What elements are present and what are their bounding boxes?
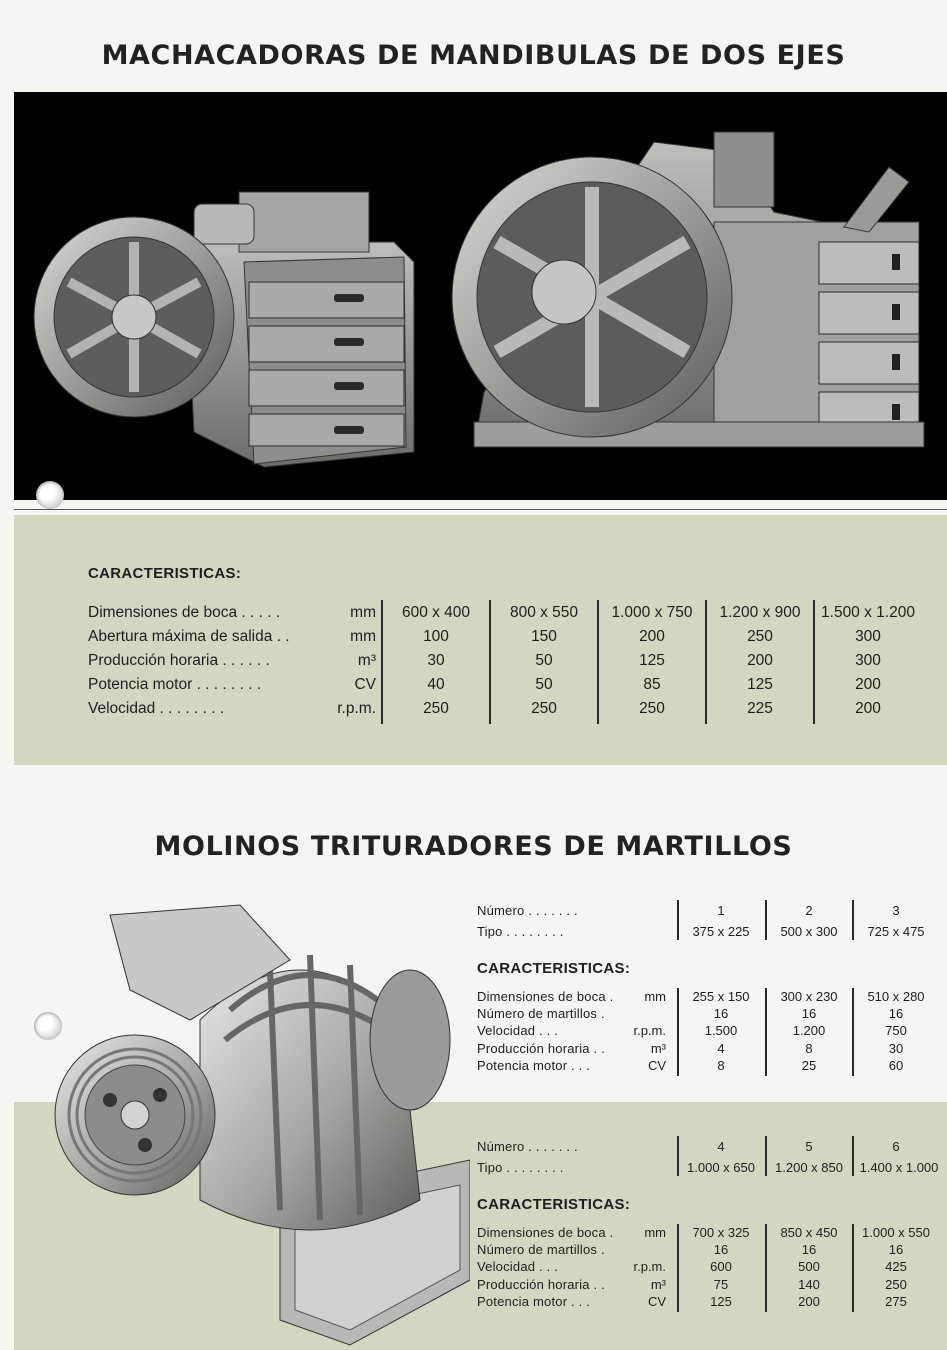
hammer-row-label: Potencia motor . . .: [477, 1294, 591, 1309]
numero-cell: 1: [717, 903, 725, 918]
hammer-row-unit: m³: [650, 1041, 666, 1056]
jaw-cell: 85: [643, 676, 661, 693]
jaw-row-unit: CV: [354, 676, 376, 693]
numero-label: Número . . . . . . .: [477, 1139, 578, 1154]
jaw-cell: 1.500 x 1.200: [821, 604, 915, 621]
jaw-cell: 600 x 400: [401, 604, 471, 621]
numero-cell: 6: [892, 1139, 900, 1154]
hammer-mill-illustration: [50, 900, 470, 1350]
hammer-cell: 8: [805, 1041, 813, 1056]
jaw-row-unit: mm: [350, 628, 376, 645]
hammer-row-label: Potencia motor . . .: [477, 1058, 591, 1073]
tipo-cell: 1.200 x 850: [775, 1160, 843, 1175]
jaw-row-label: Dimensiones de boca . . . . .: [88, 604, 281, 621]
jaw-cell: 300: [855, 628, 881, 645]
hammer-cell: 60: [888, 1058, 904, 1073]
hammer-cell: 850 x 450: [780, 1225, 838, 1240]
hammer-table-heading: CARACTERISTICAS:: [477, 960, 631, 977]
jaw-row-label: Abertura máxima de salida . .: [88, 628, 290, 645]
hammer-row-label: Producción horaria . .: [477, 1277, 605, 1292]
hammer-row-unit: mm: [644, 989, 666, 1004]
jaw-cell: 30: [427, 652, 445, 669]
jaw-table-heading: CARACTERISTICAS:: [88, 565, 242, 582]
hammer-cell: 16: [888, 1242, 904, 1257]
numero-cell: 3: [892, 903, 900, 918]
jaw-row-unit: r.p.m.: [337, 700, 376, 717]
hammer-cell: 425: [885, 1259, 907, 1274]
hammer-row-unit: CV: [647, 1294, 666, 1309]
hammer-row-unit: r.p.m.: [633, 1259, 666, 1274]
jaw-cell: 250: [423, 700, 449, 717]
tipo-cell: 725 x 475: [867, 924, 925, 939]
jaw-cell: 125: [639, 652, 665, 669]
small-jaw-crusher: [34, 192, 414, 467]
jaw-cell: 200: [855, 700, 881, 717]
hammer-row-unit: CV: [647, 1058, 666, 1073]
hammer-cell: 16: [888, 1006, 904, 1021]
jaw-cell: 100: [423, 628, 449, 645]
tipo-label: Tipo . . . . . . . .: [477, 1160, 564, 1175]
jaw-cell: 300: [855, 652, 881, 669]
hammer-cell: 30: [888, 1041, 904, 1056]
jaw-crushers-photo: [14, 92, 947, 500]
jaw-cell: 200: [855, 676, 881, 693]
hammer-row-label: Dimensiones de boca .: [477, 1225, 614, 1240]
jaw-cell: 40: [427, 676, 445, 693]
numero-cell: 5: [805, 1139, 813, 1154]
hammer-row-label: Velocidad . . .: [477, 1023, 559, 1038]
hammer-row-label: Número de martillos .: [477, 1006, 605, 1021]
numero-label: Número . . . . . . .: [477, 903, 578, 918]
hammer-cell: 1.500: [704, 1023, 738, 1038]
hammer-cell: 75: [713, 1277, 729, 1292]
hammer-row-unit: mm: [644, 1225, 666, 1240]
hammer-row-label: Producción horaria . .: [477, 1041, 605, 1056]
jaw-cell: 1.000 x 750: [611, 604, 693, 621]
hammer-cell: 8: [717, 1058, 725, 1073]
divider-line: [14, 509, 947, 510]
hammer-table-heading: CARACTERISTICAS:: [477, 1196, 631, 1213]
hammer-cell: 500: [798, 1259, 820, 1274]
jaw-cell: 250: [639, 700, 665, 717]
jaw-cell: 150: [531, 628, 557, 645]
hammer-row-unit: [596, 1005, 666, 1022]
jaw-row-label: Potencia motor . . . . . . . .: [88, 676, 262, 693]
hammer-cell: 600: [710, 1259, 732, 1274]
jaw-crushers-illustration: [14, 92, 947, 500]
hammer-cell: 250: [885, 1277, 907, 1292]
page-title-jaw-crushers: MACHACADORAS DE MANDIBULAS DE DOS EJES: [101, 40, 846, 71]
jaw-row-label: Velocidad . . . . . . . .: [88, 700, 225, 717]
hammer-cell: 275: [885, 1294, 907, 1309]
hammer-cell: 25: [801, 1058, 817, 1073]
hammer-cell: 16: [713, 1006, 729, 1021]
jaw-cell: 125: [747, 676, 773, 693]
hammer-cell: 125: [710, 1294, 732, 1309]
large-jaw-crusher: [452, 132, 924, 447]
jaw-cell: 800 x 550: [509, 604, 579, 621]
hammer-cell: 16: [713, 1242, 729, 1257]
jaw-cell: 200: [747, 652, 773, 669]
jaw-cell: 250: [747, 628, 773, 645]
hammer-cell: 4: [717, 1041, 725, 1056]
jaw-row-unit: mm: [350, 604, 376, 621]
hammer-cell: 255 x 150: [692, 989, 750, 1004]
hammer-cell: 300 x 230: [780, 989, 838, 1004]
hammer-cell: 140: [798, 1277, 820, 1292]
hammer-row-label: Dimensiones de boca .: [477, 989, 614, 1004]
hammer-row-unit: [596, 1241, 666, 1258]
hammer-cell: 1.200: [792, 1023, 826, 1038]
hammer-row-label: Velocidad . . .: [477, 1259, 559, 1274]
binder-hole: [36, 481, 64, 509]
tipo-cell: 1.400 x 1.000: [859, 1160, 939, 1175]
hammer-cell: 700 x 325: [692, 1225, 750, 1240]
hammer-cell: 1.000 x 550: [862, 1225, 930, 1240]
jaw-row-unit: m³: [357, 652, 376, 669]
numero-cell: 4: [717, 1139, 725, 1154]
jaw-cell: 1.200 x 900: [719, 604, 801, 621]
numero-cell: 2: [805, 903, 813, 918]
page-title-hammer-mills: MOLINOS TRITURADORES DE MARTILLOS: [154, 831, 793, 862]
hammer-cell: 750: [885, 1023, 907, 1038]
hammer-cell: 200: [798, 1294, 820, 1309]
jaw-cell: 50: [535, 652, 553, 669]
hammer-row-unit: m³: [650, 1277, 666, 1292]
tipo-label: Tipo . . . . . . . .: [477, 924, 564, 939]
jaw-cell: 225: [747, 700, 773, 717]
tipo-cell: 1.000 x 650: [687, 1160, 755, 1175]
hammer-row-unit: r.p.m.: [633, 1023, 666, 1038]
jaw-row-label: Producción horaria . . . . . .: [88, 652, 270, 669]
hammer-cell: 510 x 280: [867, 989, 925, 1004]
jaw-cell: 50: [535, 676, 553, 693]
tipo-cell: 375 x 225: [692, 924, 750, 939]
hammer-row-label: Número de martillos .: [477, 1242, 605, 1257]
jaw-cell: 200: [639, 628, 665, 645]
hammer-cell: 16: [801, 1006, 817, 1021]
hammer-cell: 16: [801, 1242, 817, 1257]
tipo-cell: 500 x 300: [780, 924, 838, 939]
jaw-cell: 250: [531, 700, 557, 717]
